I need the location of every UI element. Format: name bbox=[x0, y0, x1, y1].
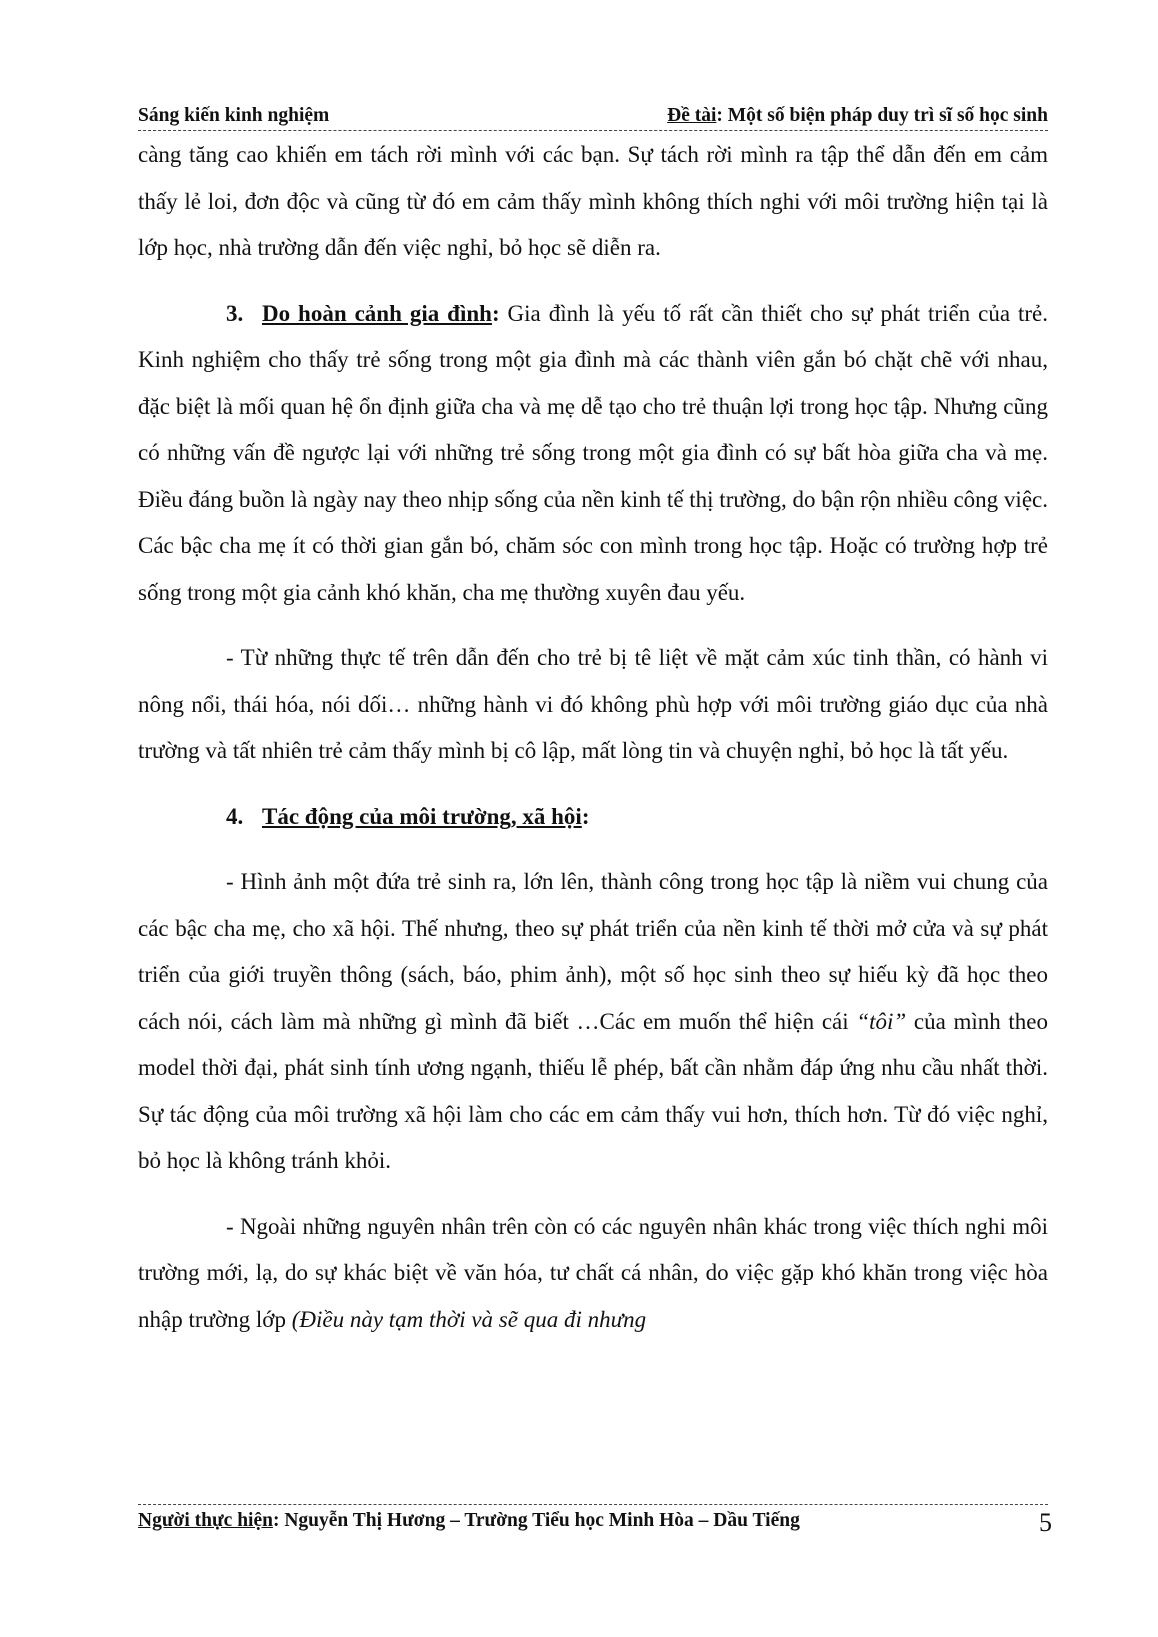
section-3-heading: Do hoàn cảnh gia đình bbox=[262, 300, 492, 326]
paragraph-environment-a: - Hình ảnh một đứa trẻ sinh ra, lớn lên, thành công trong học tập là niềm vui chung của các bậc cha mẹ, cho xã hội. Thế nhưng, theo sự phát triển của nền kinh tế thời mở cửa và sự phát triển của giới truyền thông (sách, báo, phim ảnh), một số học sinh theo sự hiếu kỳ đã học theo cách nói, cách làm mà những gì mình đã biết …Các em muốn thể hiện cái bbox=[138, 869, 1048, 1034]
footer-label: Người thực hiện bbox=[138, 1510, 273, 1531]
header-topic-sep: : bbox=[716, 105, 723, 126]
paragraph-other-causes bbox=[138, 1204, 1048, 1344]
section-3-text: Gia đình là yếu tố rất cần thiết cho sự phát triển của trẻ. Kinh nghiệm cho thấy trẻ sống trong một gia đình mà các thành viên gắn bó chặt chẽ với nhau, đặc biệt là mối quan hệ ổn định giữa cha và mẹ dễ tạo cho trẻ thuận lợi trong học tập. Nhưng cũng có những vấn đề ngược lại với những trẻ sống trong một gia đình có sự bất hòa giữa cha và mẹ. Điều đáng buồn là ngày nay theo nhịp sống của nền kinh tế thị trường, do bận rộn nhiều công việc. Các bậc cha mẹ ít có thời gian gắn bó, chăm sóc con mình trong học tập. Hoặc có trường hợp trẻ sống trong một gia cảnh khó khăn, cha mẹ thường xuyên đau yếu. bbox=[138, 300, 1049, 605]
section-4-heading-line bbox=[138, 794, 1048, 841]
section-4-colon: : bbox=[581, 803, 590, 829]
paragraph-continuation: càng tăng cao khiến em tách rời mình với các bạn. Sự tách rời mình ra tập thể dẫn đến em cảm thấy lẻ loi, đơn độc và cũng từ đó em cảm thấy mình không thích nghi với môi trường hiện tại là lớp học, nhà trường dẫn đến việc nghỉ, bỏ học sẽ diễn ra. bbox=[138, 142, 1048, 260]
section-4-heading: Tác động của môi trường, xã hội bbox=[262, 803, 582, 829]
paragraph-environment bbox=[138, 859, 1048, 1185]
paragraph-other-causes-italic: (Điều này tạm thời và sẽ qua đi nhưng bbox=[291, 1306, 647, 1332]
header-topic-label: Đề tài bbox=[667, 105, 717, 126]
page-number: 5 bbox=[1039, 1508, 1052, 1537]
page-footer bbox=[138, 1504, 1052, 1537]
header-right bbox=[667, 104, 1048, 128]
header-topic-title: Một số biện pháp duy trì sĩ số học sinh bbox=[722, 105, 1048, 126]
page-header bbox=[138, 104, 1048, 131]
section-3-colon: : bbox=[491, 300, 500, 326]
paragraph-environment-quote: “tôi” bbox=[856, 1008, 907, 1034]
section-3-paragraph bbox=[138, 291, 1048, 617]
paragraph-environment-b: của mình theo model thời đại, phát sinh tính ương ngạnh, thiếu lễ phép, bất cần nhằm đáp ứng nhu cầu nhất thời. Sự tác động của môi trường xã hội làm cho các em cảm thấy vui hơn, thích hơn. Từ đó việc nghỉ, bỏ học là không tránh khỏi. bbox=[138, 1008, 1048, 1173]
section-3-number: 3. bbox=[226, 300, 244, 326]
document-body bbox=[138, 132, 1048, 1343]
section-4-number: 4. bbox=[226, 803, 244, 829]
paragraph-other-causes-a: - Ngoài những nguyên nhân trên còn có các nguyên nhân khác trong việc thích nghi môi trường mới, lạ, do sự khác biệt về văn hóa, tư chất cá nhân, do việc gặp khó khăn trong việc hòa nhập trường lớp bbox=[138, 1213, 1048, 1332]
paragraph-consequence: - Từ những thực tế trên dẫn đến cho trẻ bị tê liệt về mặt cảm xúc tinh thần, có hành vi nông nổi, thái hóa, nói dối… những hành vi đó không phù hợp với môi trường giáo dục của nhà trường và tất nhiên trẻ cảm thấy mình bị cô lập, mất lòng tin và chuyện nghỉ, bỏ học là tất yếu. bbox=[138, 645, 1048, 763]
footer-author: : Nguyễn Thị Hương – Trường Tiểu học Minh Hòa – Dầu Tiếng bbox=[272, 1510, 800, 1531]
header-left: Sáng kiến kinh nghiệm bbox=[138, 105, 330, 126]
